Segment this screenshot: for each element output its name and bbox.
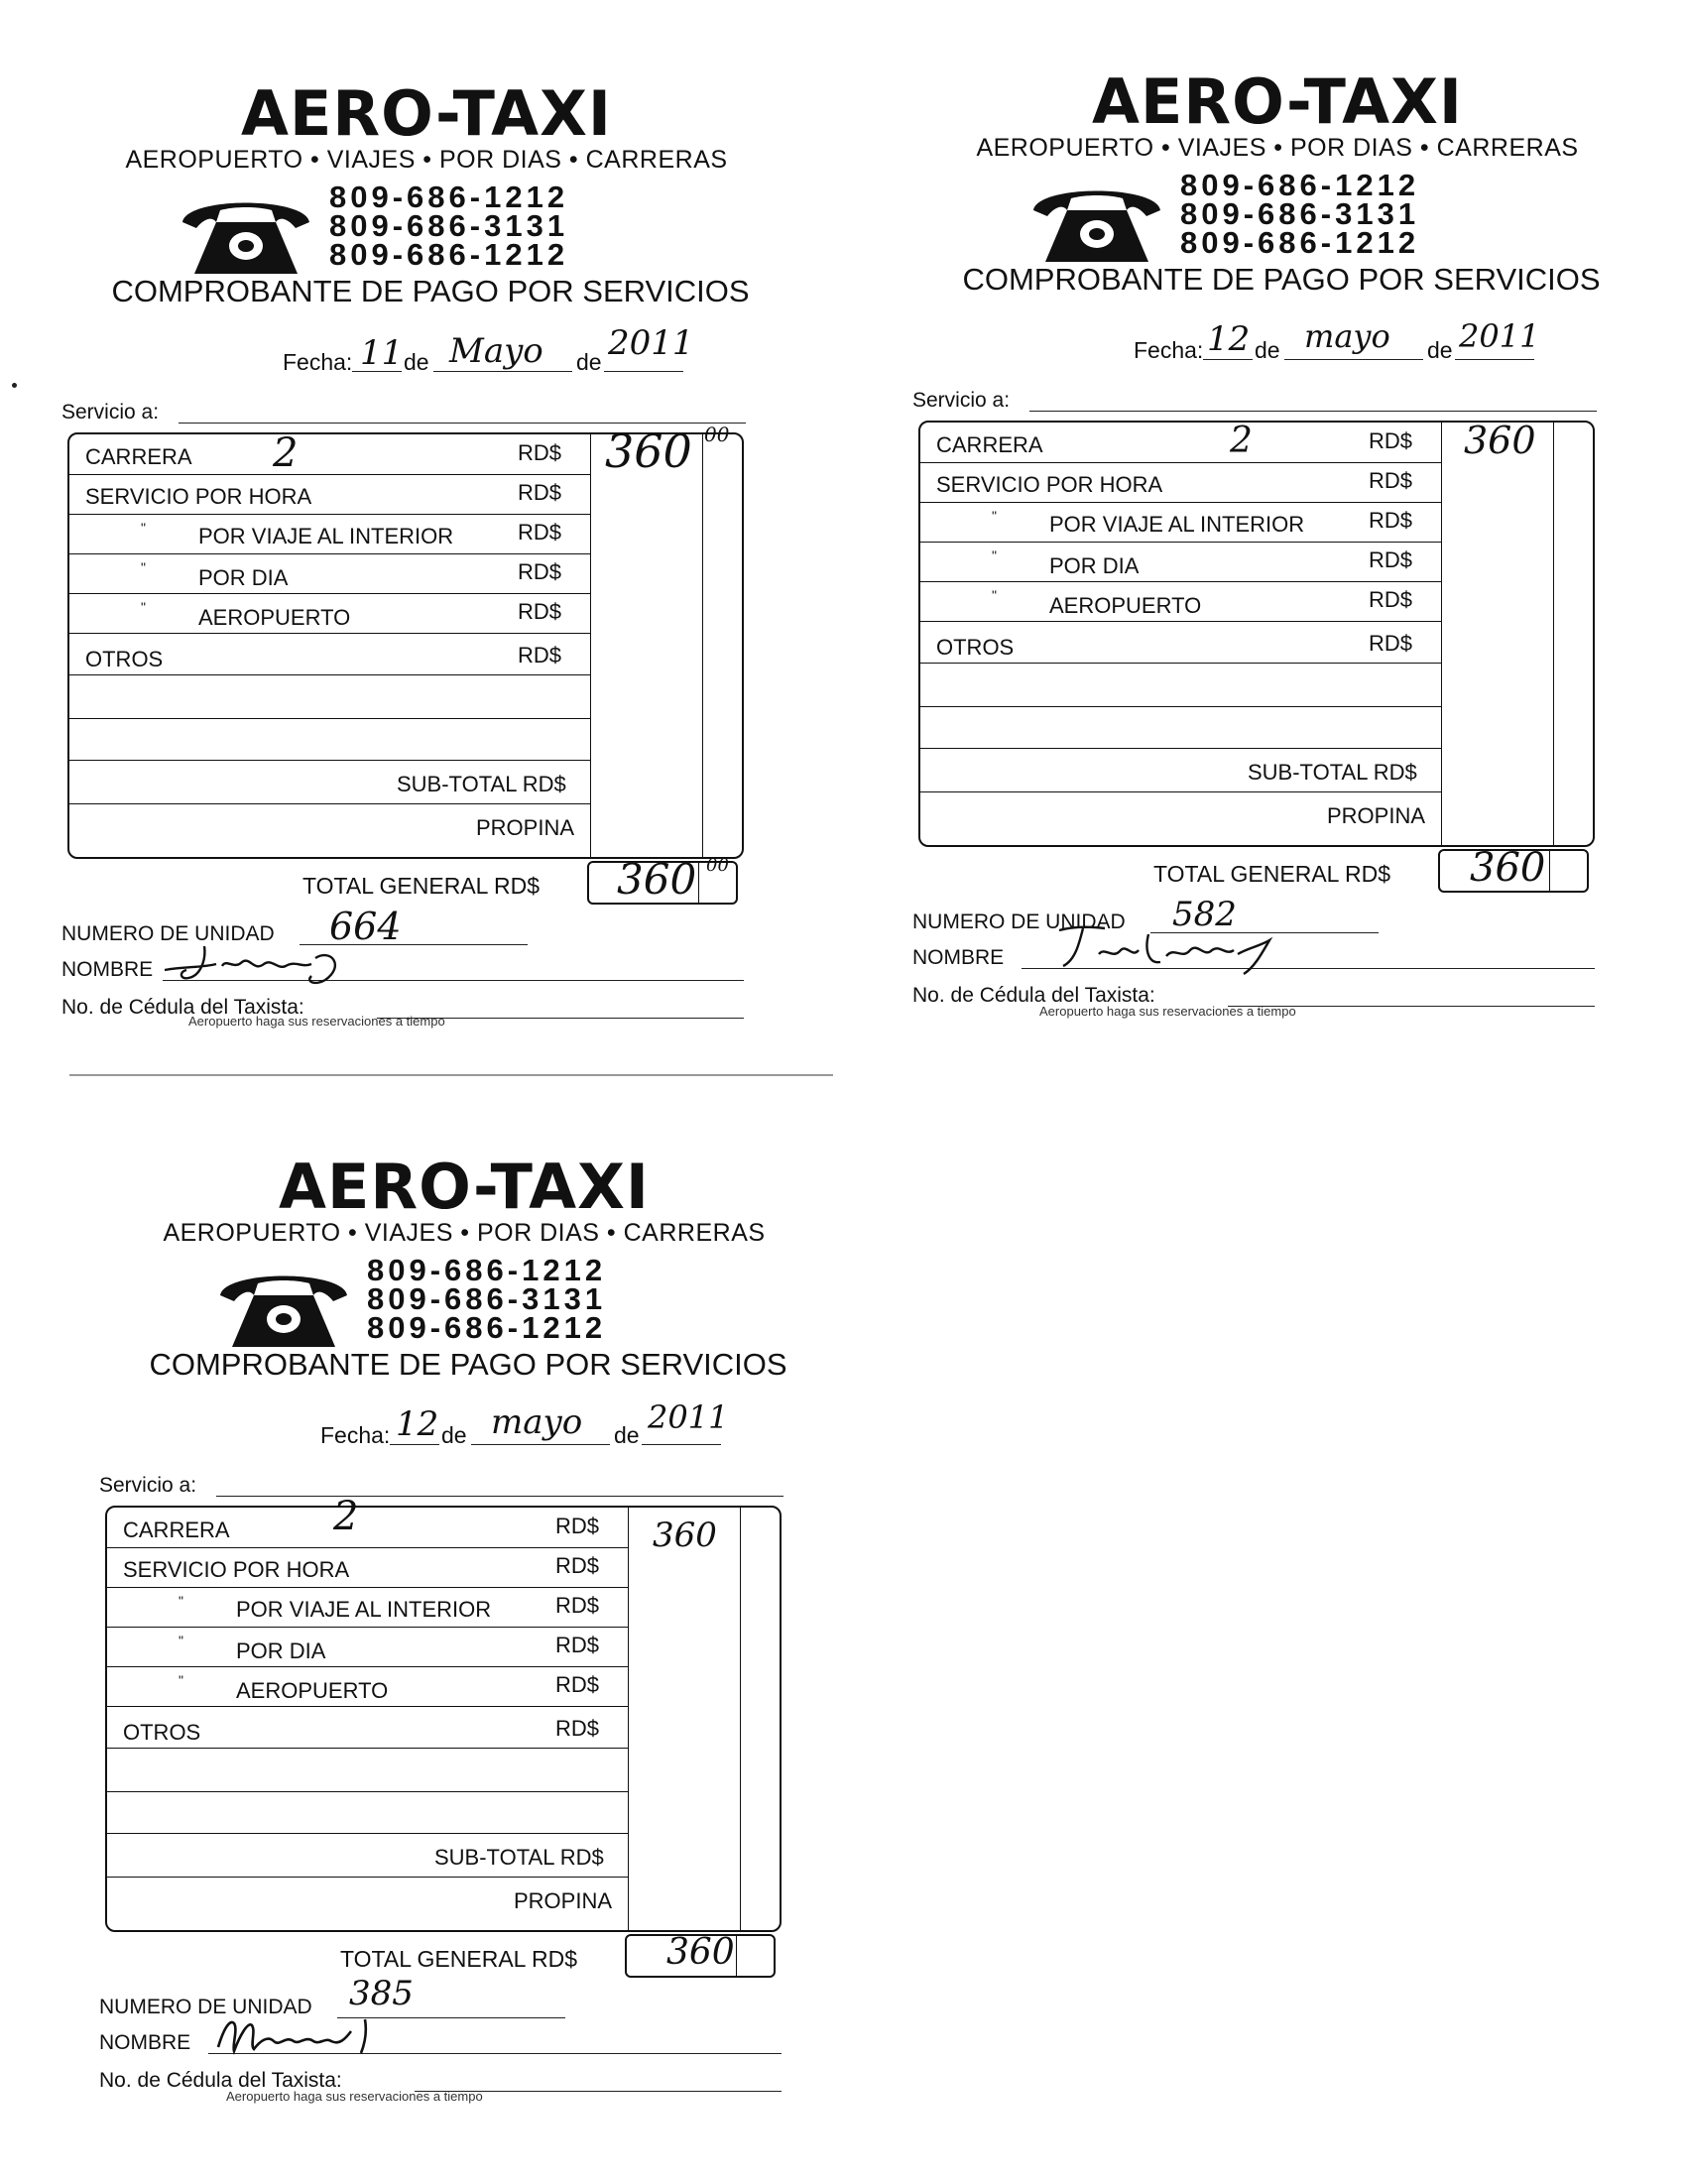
- voucher-title: COMPROBANTE DE PAGO POR SERVICIOS: [149, 1347, 787, 1382]
- signature: [157, 940, 365, 986]
- rd-aeropuerto: RD$: [518, 599, 562, 624]
- row-carrera: CARRERA: [85, 444, 192, 469]
- signature: [210, 2011, 409, 2057]
- ditto-mark-2: ": [141, 559, 146, 575]
- tagline: AEROPUERTO • VIAJES • POR DIAS • CARRERAS: [976, 134, 1579, 162]
- rd-viaje-interior: RD$: [1369, 508, 1413, 533]
- unidad-value: 582: [1172, 895, 1237, 934]
- date-month: mayo: [1304, 317, 1390, 355]
- unidad-label: NUMERO DE UNIDAD: [912, 910, 1126, 933]
- ditto-mark-2: ": [992, 547, 997, 563]
- cedula-label: No. de Cédula del Taxista:: [99, 2069, 342, 2092]
- carrera-amount: 360: [1464, 419, 1536, 462]
- ditto-mark-3: ": [992, 587, 997, 603]
- total-label: TOTAL GENERAL RD$: [302, 873, 541, 899]
- row-viaje-interior: POR VIAJE AL INTERIOR: [236, 1597, 492, 1622]
- brand-title: AERO-TAXI: [241, 77, 612, 150]
- receipt-2: [910, 67, 1644, 1099]
- unidad-value: 385: [349, 1974, 414, 2013]
- total-amount: 360: [666, 1932, 735, 1973]
- row-otros: OTROS: [936, 635, 1015, 660]
- carrera-qty: 2: [1230, 421, 1253, 461]
- date-label: Fecha:: [1134, 337, 1204, 363]
- date-de-1: de: [404, 349, 429, 375]
- row-carrera: CARRERA: [936, 432, 1043, 457]
- tagline: AEROPUERTO • VIAJES • POR DIAS • CARRERAS: [163, 1219, 766, 1247]
- phone-number-3: 809-686-1212: [1180, 225, 1420, 260]
- ditto-mark-3: ": [141, 599, 146, 615]
- rd-otros: RD$: [555, 1716, 600, 1741]
- servicio-label: Servicio a:: [61, 401, 160, 424]
- row-viaje-interior: POR VIAJE AL INTERIOR: [198, 524, 454, 548]
- services-table: [67, 423, 744, 859]
- row-propina: PROPINA: [514, 1888, 613, 1913]
- cedula-label: No. de Cédula del Taxista:: [912, 984, 1155, 1007]
- row-propina: PROPINA: [1327, 803, 1426, 828]
- phone-number-3: 809-686-1212: [329, 237, 569, 272]
- date-line: [283, 323, 759, 375]
- servicio-line: [61, 401, 746, 425]
- row-aeropuerto: AEROPUERTO: [236, 1678, 389, 1703]
- telephone-icon: [214, 1262, 353, 1351]
- row-por-dia: POR DIA: [236, 1638, 326, 1663]
- tagline: AEROPUERTO • VIAJES • POR DIAS • CARRERAS: [125, 146, 728, 174]
- nombre-line: [99, 2031, 783, 2055]
- servicio-line: [912, 389, 1597, 413]
- rd-servicio-hora: RD$: [1369, 468, 1413, 493]
- row-servicio-hora: SERVICIO POR HORA: [85, 484, 312, 509]
- row-subtotal: SUB-TOTAL RD$: [397, 772, 566, 796]
- brand-title: AERO-TAXI: [1092, 65, 1463, 138]
- ditto-mark-1: ": [141, 520, 146, 536]
- phone-number-1: 809-686-1212: [367, 1253, 607, 1287]
- rd-aeropuerto: RD$: [1369, 587, 1413, 612]
- rd-servicio-hora: RD$: [555, 1553, 600, 1578]
- voucher-title: COMPROBANTE DE PAGO POR SERVICIOS: [111, 274, 750, 308]
- date-de-1: de: [1255, 337, 1280, 363]
- signature: [1049, 920, 1287, 976]
- fine-print: Aeropuerto haga sus reservaciones a tiempo: [188, 1014, 445, 1029]
- date-de-2: de: [614, 1422, 640, 1448]
- telephone-icon: [177, 188, 315, 278]
- row-por-dia: POR DIA: [1049, 553, 1140, 578]
- date-year: 2011: [648, 1398, 729, 1436]
- receipt-1: [60, 79, 793, 1111]
- date-de-1: de: [441, 1422, 467, 1448]
- rd-aeropuerto: RD$: [555, 1672, 600, 1697]
- ditto-mark-3: ": [179, 1672, 183, 1688]
- row-aeropuerto: AEROPUERTO: [198, 605, 351, 630]
- date-de-2: de: [1427, 337, 1453, 363]
- carrera-cents: 00: [704, 423, 730, 446]
- fine-print: Aeropuerto haga sus reservaciones a tiempo: [1039, 1004, 1296, 1019]
- row-servicio-hora: SERVICIO POR HORA: [123, 1557, 350, 1582]
- date-line: [320, 1398, 796, 1448]
- rd-por-dia: RD$: [1369, 547, 1413, 572]
- date-day: 12: [396, 1404, 439, 1444]
- rd-otros: RD$: [518, 643, 562, 667]
- total-amount: 360: [1470, 845, 1546, 891]
- row-otros: OTROS: [85, 647, 164, 671]
- nombre-line: [61, 958, 746, 982]
- servicio-label: Servicio a:: [912, 389, 1011, 412]
- ditto-mark-2: ": [179, 1633, 183, 1648]
- ditto-mark-1: ": [179, 1593, 183, 1609]
- scan-artifact-dot: [12, 383, 17, 388]
- total-box: [1438, 845, 1589, 893]
- carrera-qty: 2: [273, 430, 299, 476]
- date-month: Mayo: [449, 331, 543, 371]
- date-month: mayo: [491, 1402, 583, 1442]
- unidad-label: NUMERO DE UNIDAD: [99, 1996, 312, 2018]
- rd-viaje-interior: RD$: [555, 1593, 600, 1618]
- rd-servicio-hora: RD$: [518, 480, 562, 505]
- total-label: TOTAL GENERAL RD$: [340, 1946, 578, 1972]
- brand-title: AERO-TAXI: [279, 1151, 650, 1223]
- nombre-label: NOMBRE: [912, 946, 1005, 969]
- telephone-icon: [1027, 177, 1166, 266]
- phone-numbers: [367, 1253, 607, 1345]
- cedula-label: No. de Cédula del Taxista:: [61, 996, 304, 1019]
- total-box: [625, 1934, 776, 1978]
- ditto-mark-1: ": [992, 508, 997, 524]
- phone-number-1: 809-686-1212: [1180, 168, 1420, 202]
- date-day: 11: [360, 333, 404, 373]
- fine-print: Aeropuerto haga sus reservaciones a tiempo: [226, 2089, 483, 2104]
- row-subtotal: SUB-TOTAL RD$: [434, 1845, 604, 1870]
- date-de-2: de: [576, 349, 602, 375]
- row-por-dia: POR DIA: [198, 565, 289, 590]
- rd-carrera: RD$: [518, 440, 562, 465]
- phone-number-1: 809-686-1212: [329, 180, 569, 214]
- rd-viaje-interior: RD$: [518, 520, 562, 545]
- phone-number-3: 809-686-1212: [367, 1310, 607, 1345]
- row-servicio-hora: SERVICIO POR HORA: [936, 472, 1163, 497]
- row-propina: PROPINA: [476, 815, 575, 840]
- total-amount: 360: [617, 855, 697, 904]
- carrera-amount: 360: [653, 1516, 717, 1555]
- services-table: [105, 1494, 782, 1932]
- services-table: [918, 421, 1595, 847]
- row-otros: OTROS: [123, 1720, 201, 1745]
- date-year: 2011: [1459, 317, 1540, 355]
- servicio-label: Servicio a:: [99, 1474, 197, 1497]
- date-year: 2011: [608, 323, 694, 363]
- row-aeropuerto: AEROPUERTO: [1049, 593, 1202, 618]
- rd-carrera: RD$: [555, 1514, 600, 1538]
- voucher-title: COMPROBANTE DE PAGO POR SERVICIOS: [962, 262, 1601, 297]
- phone-number-2: 809-686-3131: [329, 208, 569, 243]
- rd-carrera: RD$: [1369, 428, 1413, 453]
- carrera-qty: 2: [333, 1494, 359, 1539]
- row-carrera: CARRERA: [123, 1517, 230, 1542]
- nombre-line: [912, 946, 1597, 970]
- date-line: [1134, 317, 1610, 363]
- date-label: Fecha:: [320, 1422, 391, 1448]
- row-viaje-interior: POR VIAJE AL INTERIOR: [1049, 512, 1305, 537]
- nombre-label: NOMBRE: [61, 958, 154, 981]
- unidad-label: NUMERO DE UNIDAD: [61, 922, 275, 945]
- rd-por-dia: RD$: [518, 559, 562, 584]
- phone-number-2: 809-686-3131: [1180, 196, 1420, 231]
- phone-numbers: [329, 180, 569, 272]
- servicio-line: [99, 1474, 783, 1498]
- carrera-amount: 360: [605, 425, 692, 478]
- scan-artifact-line: [69, 1074, 833, 1076]
- total-cents: 00: [706, 855, 729, 876]
- phone-numbers: [1180, 168, 1420, 260]
- unidad-value: 664: [329, 905, 402, 948]
- date-label: Fecha:: [283, 349, 353, 375]
- total-label: TOTAL GENERAL RD$: [1153, 861, 1391, 887]
- date-day: 12: [1207, 319, 1251, 359]
- receipt-3: [97, 1153, 831, 2184]
- rd-por-dia: RD$: [555, 1633, 600, 1657]
- row-subtotal: SUB-TOTAL RD$: [1248, 760, 1417, 785]
- phone-number-2: 809-686-3131: [367, 1281, 607, 1316]
- nombre-label: NOMBRE: [99, 2031, 191, 2054]
- rd-otros: RD$: [1369, 631, 1413, 656]
- total-box: [587, 855, 738, 905]
